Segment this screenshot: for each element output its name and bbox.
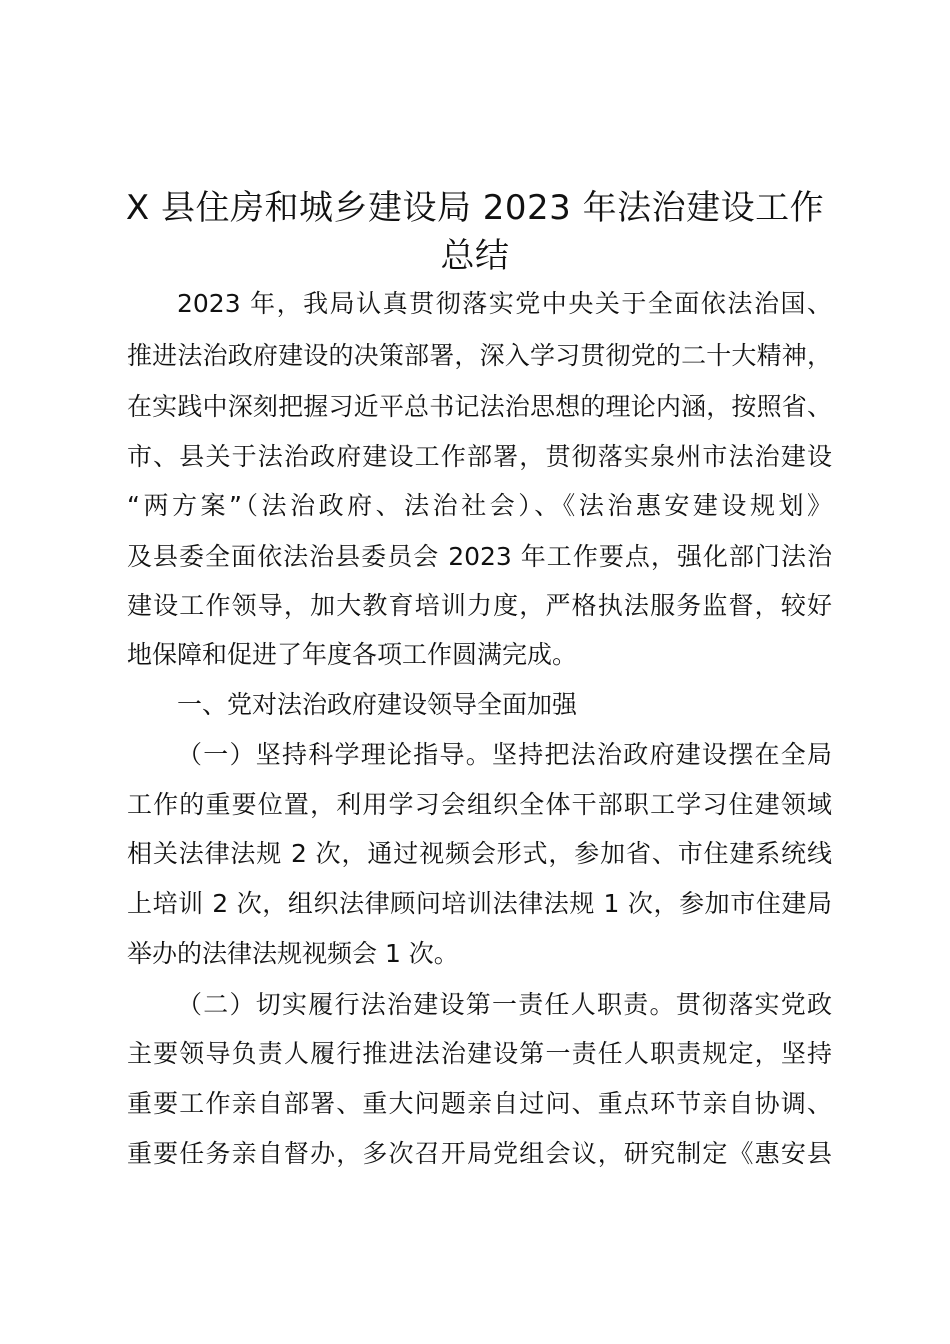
paragraph-4-line-2: 主要领导负责人履行推进法治建设第一责任人职责规定，坚持 [127,1039,832,1068]
paragraph-3-line-5: 举办的法律法规视频会 1 次。 [127,939,459,968]
paragraph-3-line-2: 工作的重要位置，利用学习会组织全体干部职工学习住建领域 [127,790,832,819]
paragraph-1-line-1: 2023 年，我局认真贯彻落实党中央关于全面依法治国、 [177,289,832,318]
paragraph-1-line-7: 建设工作领导，加大教育培训力度，严格执法服务监督，较好 [127,591,832,620]
paragraph-1-line-6: 及县委全面依法治县委员会 2023 年工作要点，强化部门法治 [127,542,832,571]
paragraph-4-line-3: 重要工作亲自部署、重大问题亲自过问、重点环节亲自协调、 [127,1089,832,1118]
paragraph-1-line-3: 在实践中深刻把握习近平总书记法治思想的理论内涵，按照省、 [127,392,832,421]
section-heading-1: 一、党对法治政府建设领导全面加强 [177,690,578,719]
paragraph-4-line-1: （二）切实履行法治建设第一责任人职责。贯彻落实党政 [177,990,832,1019]
paragraph-1-line-4: 市、县关于法治政府建设工作部署，贯彻落实泉州市法治建设 [127,442,832,471]
paragraph-3-line-4: 上培训 2 次，组织法律顾问培训法律法规 1 次，参加市住建局 [127,889,832,918]
paragraph-1-line-8: 地保障和促进了年度各项工作圆满完成。 [127,640,578,669]
document-title-line-1: X 县住房和城乡建设局 2023 年法治建设工作 [125,188,825,228]
document-title-line-2: 总结 [440,236,510,276]
paragraph-1-line-2: 推进法治政府建设的决策部署，深入学习贯彻党的二十大精神， [127,341,832,370]
paragraph-3-line-3: 相关法律法规 2 次，通过视频会形式，参加省、市住建系统线 [127,839,832,868]
paragraph-4-line-4: 重要任务亲自督办，多次召开局党组会议，研究制定《惠安县 [127,1139,832,1168]
paragraph-1-line-5: “两方案”（法治政府、法治社会）、《法治惠安建设规划》 [127,491,832,520]
paragraph-3-line-1: （一）坚持科学理论指导。坚持把法治政府建设摆在全局 [177,740,832,769]
